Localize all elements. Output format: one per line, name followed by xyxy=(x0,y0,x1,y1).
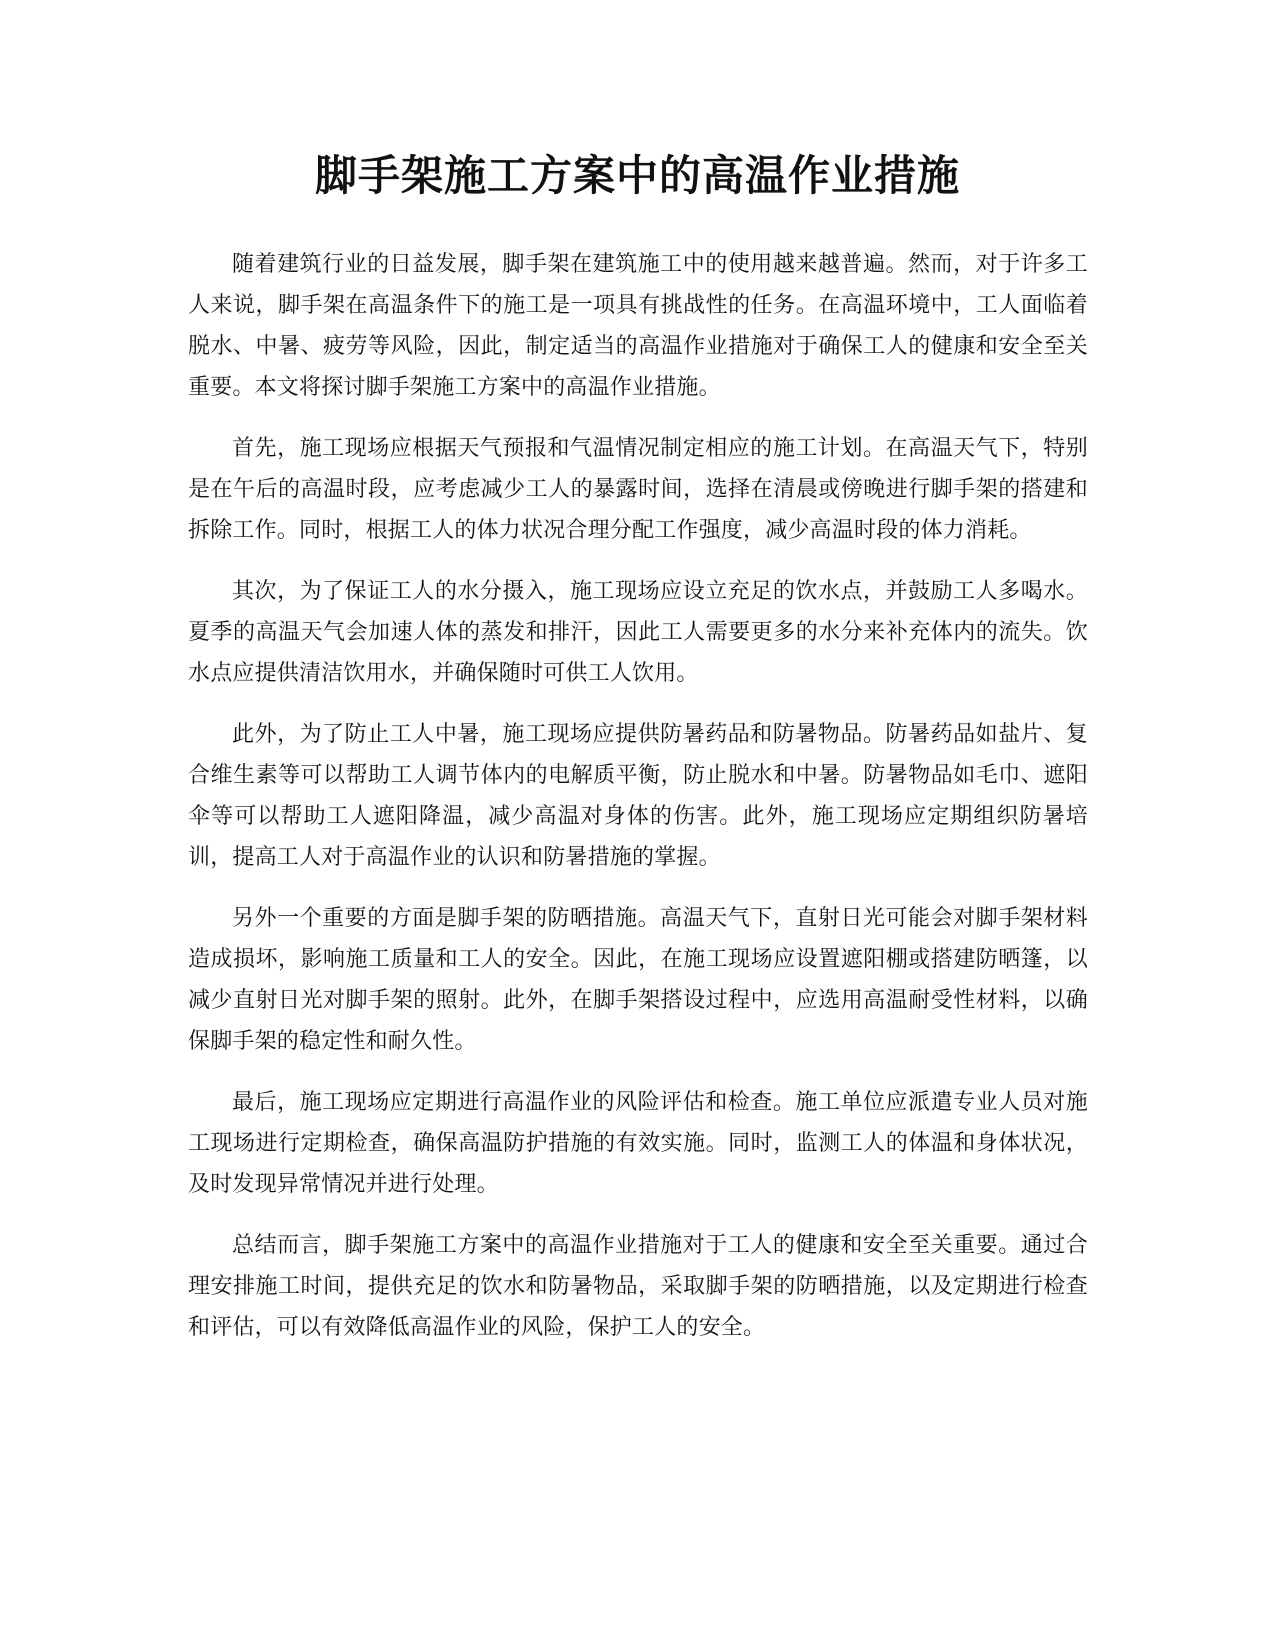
paragraph-inspection: 最后，施工现场应定期进行高温作业的风险评估和检查。施工单位应派遣专业人员对施工现场进行定期检查，确保高温防护措施的有效实施。同时，监测工人的体温和身体状况，及时发现异常情况并进行处理。 xyxy=(188,1090,1088,1197)
document-title: 脚手架施工方案中的高温作业措施 xyxy=(314,151,960,200)
paragraph-sun-protection: 另外一个重要的方面是脚手架的防晒措施。高温天气下，直射日光可能会对脚手架材料造成损坏，影响施工质量和工人的安全。因此，在施工现场应设置遮阳棚或搭建防晒篷，以减少直射日光对脚手架的照射。此外，在脚手架搭设过程中，应选用高温耐受性材料，以确保脚手架的稳定性和耐久性。 xyxy=(188,906,1088,1054)
paragraph-conclusion: 总结而言，脚手架施工方案中的高温作业措施对于工人的健康和安全至关重要。通过合理安排施工时间，提供充足的饮水和防暑物品，采取脚手架的防晒措施，以及定期进行检查和评估，可以有效降低高温作业的风险，保护工人的安全。 xyxy=(188,1233,1088,1340)
paragraph-schedule: 首先，施工现场应根据天气预报和气温情况制定相应的施工计划。在高温天气下，特别是在午后的高温时段，应考虑减少工人的暴露时间，选择在清晨或傍晚进行脚手架的搭建和拆除工作。同时，根据工人的体力状况合理分配工作强度，减少高温时段的体力消耗。 xyxy=(188,436,1088,543)
paragraph-heatstroke-prevention: 此外，为了防止工人中暑，施工现场应提供防暑药品和防暑物品。防暑药品如盐片、复合维生素等可以帮助工人调节体内的电解质平衡，防止脱水和中暑。防暑物品如毛巾、遮阳伞等可以帮助工人遮阳降温，减少高温对身体的伤害。此外，施工现场应定期组织防暑培训，提高工人对于高温作业的认识和防暑措施的掌握。 xyxy=(188,722,1088,870)
document-body xyxy=(188,244,1088,1368)
paragraph-hydration: 其次，为了保证工人的水分摄入，施工现场应设立充足的饮水点，并鼓励工人多喝水。夏季的高温天气会加速人体的蒸发和排汗，因此工人需要更多的水分来补充体内的流失。饮水点应提供清洁饮用水，并确保随时可供工人饮用。 xyxy=(188,579,1088,686)
paragraph-intro: 随着建筑行业的日益发展，脚手架在建筑施工中的使用越来越普遍。然而，对于许多工人来说，脚手架在高温条件下的施工是一项具有挑战性的任务。在高温环境中，工人面临着脱水、中暑、疲劳等风险，因此，制定适当的高温作业措施对于确保工人的健康和安全至关重要。本文将探讨脚手架施工方案中的高温作业措施。 xyxy=(188,252,1088,400)
